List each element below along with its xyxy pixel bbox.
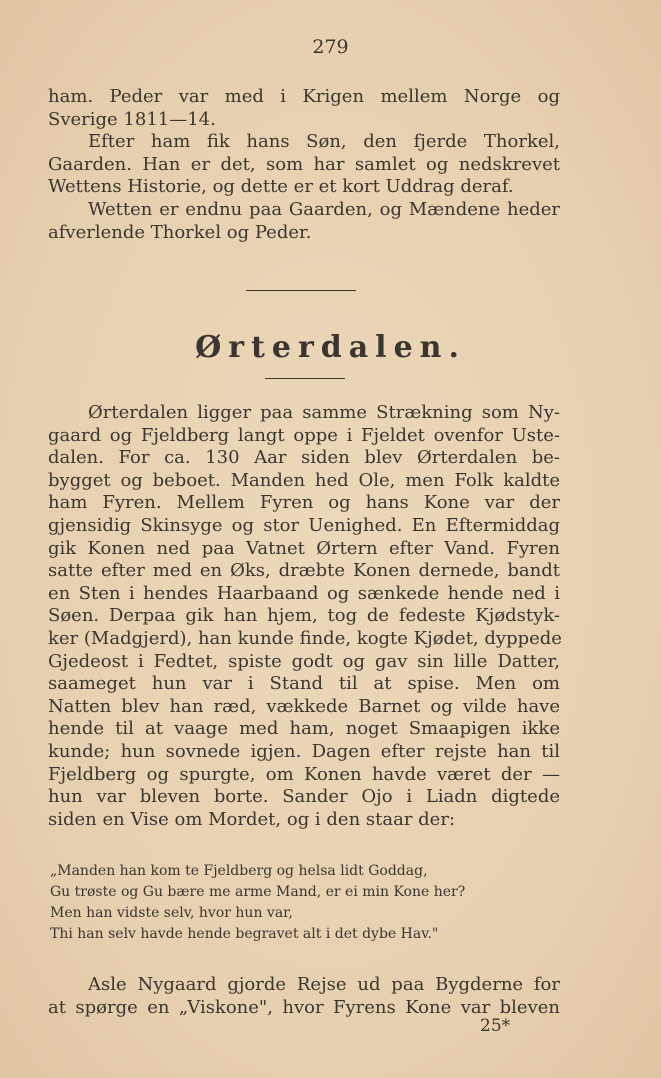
divider-rule	[246, 290, 356, 291]
text-line: Fjeldberg og spurgte, om Konen havde været der —	[48, 763, 560, 785]
signature-mark: 25*	[480, 1016, 511, 1036]
text-line: hende til at vaage med ham, noget Smaapigen ikke	[48, 718, 560, 740]
text-line: gjensidig Skinsyge og stor Uenighed. En Eftermiddag	[48, 514, 560, 536]
text-line: Wetten er endnu paa Gaarden, og Mændene heder	[88, 198, 560, 220]
text-line: Søen. Derpaa gik han hjem, tog de fedeste Kjødstyk-	[48, 605, 560, 627]
page-number: 279	[312, 36, 349, 58]
intro-text	[48, 86, 560, 244]
text-line: bygget og beboet. Manden hed Ole, men Folk kaldte	[48, 469, 560, 491]
divider-rule	[265, 378, 345, 379]
text-line: Asle Nygaard gjorde Rejse ud paa Bygderne for	[88, 974, 560, 995]
text-line: satte efter med en Øks, dræbte Konen dernede, bandt	[48, 560, 560, 582]
text-line: Ørterdalen ligger paa samme Strækning som Ny-	[88, 402, 560, 423]
text-line: gik Konen ned paa Vatnet Ørtern efter Vand. Fyren	[48, 537, 560, 559]
text-line: ham Fyren. Mellem Fyren og hans Kone var der	[48, 492, 560, 514]
text-line: Gjedeost i Fedtet, spiste godt og gav sin lille Datter,	[48, 650, 560, 672]
poem	[50, 861, 562, 945]
poem-line: „Manden han kom te Fjeldberg og helsa lidt Goddag,	[50, 863, 428, 879]
text-line: ker (Madgjerd), han kunde finde, kogte Kjødet, dyppede	[48, 627, 562, 649]
text-line: Natten blev han ræd, vækkede Barnet og vilde have	[48, 695, 560, 717]
body-text	[48, 402, 560, 831]
text-line: at spørge en „Viskone", hvor Fyrens Kone var bleven	[48, 996, 560, 1018]
section-title: Ørterdalen.	[195, 330, 466, 365]
text-line: dalen. For ca. 130 Aar siden blev Ørterdalen be-	[48, 447, 560, 469]
text-line: hun var bleven borte. Sander Ojo i Liadn digtede	[48, 786, 560, 808]
text-line: afverlende Thorkel og Peder.	[48, 221, 312, 243]
text-line: Wettens Historie, og dette er et kort Uddrag deraf.	[48, 176, 514, 198]
text-line: kunde; hun sovnede igjen. Dagen efter rejste han til	[48, 740, 560, 762]
text-line: siden en Vise om Mordet, og i den staar der:	[48, 808, 456, 830]
text-line: gaard og Fjeldberg langt oppe i Fjeldet ovenfor Uste-	[48, 424, 560, 446]
text-line: saameget hun var i Stand til at spise. Men om	[48, 673, 560, 695]
final-paragraph	[48, 974, 560, 1019]
poem-line: Gu trøste og Gu bære me arme Mand, er ei min Kone her?	[50, 884, 466, 900]
text-line: Sverige 1811—14.	[48, 108, 216, 130]
poem-line: Men han vidste selv, hvor hun var,	[50, 905, 293, 921]
poem-line: Thi han selv havde hende begravet alt i det dybe Hav."	[50, 926, 439, 942]
text-line: ham. Peder var med i Krigen mellem Norge og	[48, 86, 560, 107]
text-line: en Sten i hendes Haarbaand og sænkede hende ned i	[48, 582, 560, 604]
text-line: Efter ham fik hans Søn, den fjerde Thorkel,	[88, 131, 560, 153]
text-line: Gaarden. Han er det, som har samlet og nedskrevet	[48, 153, 560, 175]
